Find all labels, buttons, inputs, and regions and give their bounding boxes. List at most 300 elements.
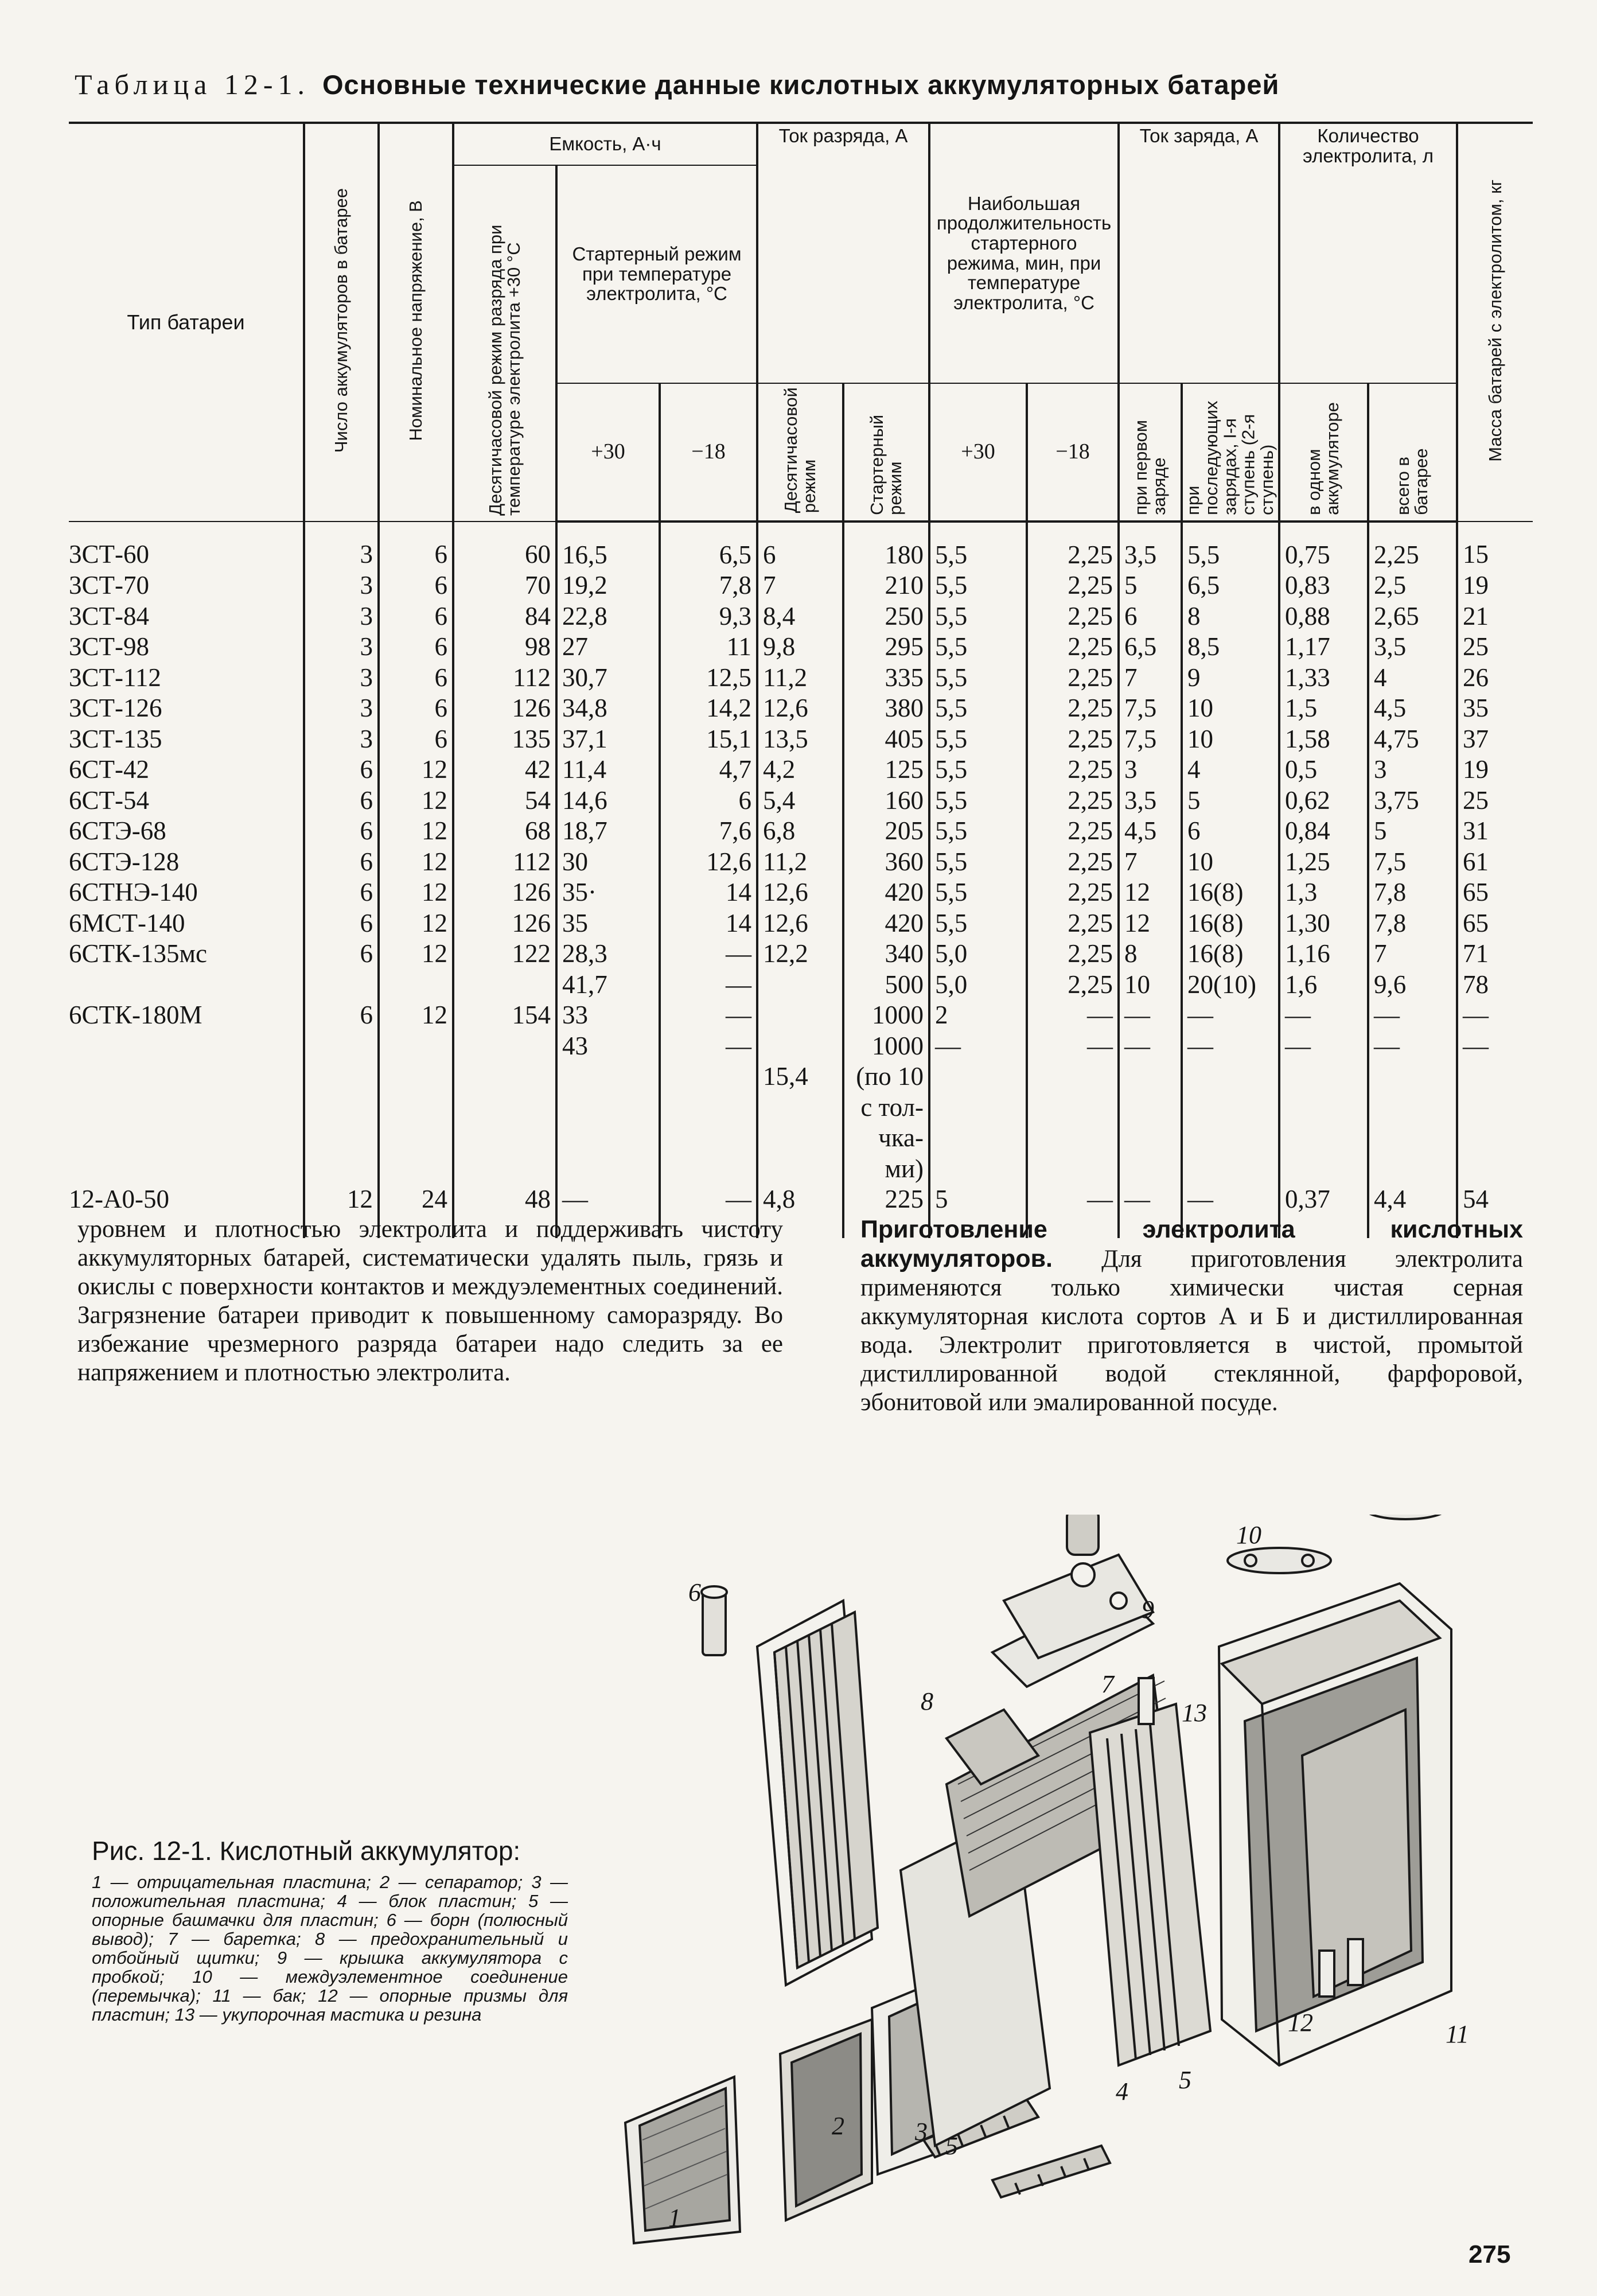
cell-line: 9,6 — [1374, 970, 1407, 999]
cell-chgNext: 6 — [1182, 816, 1279, 847]
header-chg-next: при последующих зарядах, I-я ступень (2-я ступень) — [1182, 383, 1279, 522]
header-type: Тип батареи — [69, 123, 304, 522]
cell-elOne: 0,75 — [1279, 522, 1368, 571]
separator-drawing — [780, 2019, 872, 2220]
header-cells: Число аккумуляторов в батарее — [304, 123, 379, 522]
cell-elTotal: 4,5 — [1368, 693, 1457, 724]
cell-dis10 — [757, 970, 843, 1185]
cell-line: — — [1187, 1001, 1214, 1030]
cell-durM18: 2,25 — [1027, 570, 1119, 601]
cell-elTotal: 2,65 — [1368, 601, 1457, 632]
cell-chgNext: 10 — [1182, 847, 1279, 878]
cell-capM18: — — [660, 939, 757, 970]
cell-line: — — [1124, 1001, 1151, 1030]
cell-dis10: 12,6 — [757, 877, 843, 908]
negative-plate-drawing — [625, 2077, 740, 2243]
cell-mass: 19 — [1457, 570, 1533, 601]
cell-durP30: 5,5 — [929, 877, 1027, 908]
header-el-total: всего в батарее — [1368, 383, 1457, 522]
cell-capM18: 7,8 — [660, 570, 757, 601]
cell-dis10: 7 — [757, 570, 843, 601]
cell-elTotal: 3,75 — [1368, 785, 1457, 816]
cell-mass: 25 — [1457, 785, 1533, 816]
header-cap-plus30: +30 — [556, 383, 660, 522]
cell-line: 5,0 — [935, 970, 968, 999]
cell-durM18: 2,25 — [1027, 663, 1119, 694]
cell-chgFirst: 12 — [1119, 908, 1182, 939]
body-text-right — [860, 1215, 1523, 1417]
cell-capP30: 11,4 — [556, 754, 660, 785]
cell-cells: 3 — [304, 632, 379, 663]
cell-volt: 12 — [379, 847, 453, 878]
header-cap-starter: Стартерный режим при температуре электролита, °C — [556, 165, 757, 383]
figure-caption — [92, 1836, 568, 2024]
cell-chgFirst: 5 — [1119, 570, 1182, 601]
cell-line: — — [1087, 1001, 1113, 1030]
cell-capP30: 35 — [556, 908, 660, 939]
cell-capM18: 7,6 — [660, 816, 757, 847]
cell-elOne: 0,62 — [1279, 785, 1368, 816]
cell-dis10: 11,2 — [757, 847, 843, 878]
cell-cap10: 60 — [453, 522, 556, 571]
section-heading-electrolyte: Приготовление электролита кислотных аккумуляторов. — [860, 1216, 1523, 1272]
label-4: 4 — [1116, 2077, 1128, 2106]
cell-capP30: — — [556, 1184, 660, 1238]
cell-elOne — [1279, 970, 1368, 1185]
cell-volt: 6 — [379, 601, 453, 632]
cell-elTotal: 2,5 — [1368, 570, 1457, 601]
cell-mass: 26 — [1457, 663, 1533, 694]
cell-cells: 6 — [304, 785, 379, 816]
table-row — [69, 877, 1533, 908]
cell-chgNext: 8,5 — [1182, 632, 1279, 663]
cell-chgFirst: — — [1119, 1184, 1182, 1238]
cell-elTotal: 4,75 — [1368, 724, 1457, 755]
cell-chgNext: 16(8) — [1182, 939, 1279, 970]
cell-disSt: 295 — [843, 632, 929, 663]
cell-chgFirst: 7,5 — [1119, 724, 1182, 755]
cell-cap10: 135 — [453, 724, 556, 755]
cell-capP30: 14,6 — [556, 785, 660, 816]
cell-capM18: 14 — [660, 877, 757, 908]
cell-cells: 3 — [304, 724, 379, 755]
cell-volt: 6 — [379, 693, 453, 724]
cell-type: 6СТ-42 — [69, 754, 304, 785]
label-2: 2 — [832, 2112, 844, 2140]
cell-line: 15,4 — [763, 1061, 808, 1091]
cell-disSt: 205 — [843, 816, 929, 847]
cell-cells: 6 — [304, 816, 379, 847]
label-9: 9 — [1142, 1595, 1154, 1624]
cell-elOne: 1,17 — [1279, 632, 1368, 663]
cell-chgNext: 8 — [1182, 601, 1279, 632]
table-title — [75, 68, 1543, 101]
cell-disSt: 250 — [843, 601, 929, 632]
cell-disSt: 225 — [843, 1184, 929, 1238]
table-row — [69, 785, 1533, 816]
cell-elTotal: 3 — [1368, 754, 1457, 785]
cell-elOne: 1,3 — [1279, 877, 1368, 908]
cell-capM18: 14,2 — [660, 693, 757, 724]
cell-capM18: 4,7 — [660, 754, 757, 785]
cell-line: — — [726, 1031, 752, 1060]
cell-chgFirst: 12 — [1119, 877, 1182, 908]
cell-elOne: 1,16 — [1279, 939, 1368, 970]
table-row — [69, 522, 1533, 571]
cell-capP30: 34,8 — [556, 693, 660, 724]
label-7: 7 — [1101, 1670, 1114, 1698]
cell-dis10: 12,2 — [757, 939, 843, 970]
table-title-name: Основные технические данные кислотных аккумуляторных батарей — [322, 69, 1280, 100]
cell-cap10: 70 — [453, 570, 556, 601]
cell-chgNext: 10 — [1182, 693, 1279, 724]
cell-durM18: 2,25 — [1027, 785, 1119, 816]
table-row — [69, 939, 1533, 970]
cell-durP30: 5,5 — [929, 754, 1027, 785]
cell-chgFirst: 7,5 — [1119, 693, 1182, 724]
cell-capP30: 28,3 — [556, 939, 660, 970]
cell-chgFirst: 8 — [1119, 939, 1182, 970]
cell-elOne: 0,83 — [1279, 570, 1368, 601]
cell-cap10: 98 — [453, 632, 556, 663]
cell-dis10: 4,2 — [757, 754, 843, 785]
cell-durP30: 5,5 — [929, 847, 1027, 878]
cell-durP30: 5,5 — [929, 908, 1027, 939]
cell-cap10: 122 — [453, 939, 556, 970]
table-row — [69, 632, 1533, 663]
cell-line: 6 — [360, 1000, 373, 1029]
cell-mass: 54 — [1457, 1184, 1533, 1238]
cell-mass: 31 — [1457, 816, 1533, 847]
cell-durP30: 5 — [929, 1184, 1027, 1238]
cell-type: 6СТНЭ-140 — [69, 877, 304, 908]
cell-cap10: 54 — [453, 785, 556, 816]
cell-line: 10 — [1124, 970, 1151, 999]
cell-elTotal: 7,5 — [1368, 847, 1457, 878]
cell-cells: 3 — [304, 663, 379, 694]
cell-cells: 3 — [304, 570, 379, 601]
cell-type: 3СТ-84 — [69, 601, 304, 632]
cell-disSt: 405 — [843, 724, 929, 755]
cell-cells: 3 — [304, 693, 379, 724]
cell-cap10: 112 — [453, 663, 556, 694]
cell-chgNext: 4 — [1182, 754, 1279, 785]
cell-line: — — [1463, 1031, 1489, 1060]
cell-type: 6СТЭ-68 — [69, 816, 304, 847]
cell-capM18: 6,5 — [660, 522, 757, 571]
cell-dis10: 6 — [757, 522, 843, 571]
cell-dis10: 12,6 — [757, 693, 843, 724]
cell-dis10: 4,8 — [757, 1184, 843, 1238]
cell-durM18: 2,25 — [1027, 522, 1119, 571]
cell-type: 3СТ-126 — [69, 693, 304, 724]
table-row — [69, 663, 1533, 694]
cell-durP30: 5,5 — [929, 663, 1027, 694]
cell-line: — — [1187, 1031, 1214, 1060]
cell-line: — — [1087, 1031, 1113, 1060]
cell-mass: 37 — [1457, 724, 1533, 755]
terminal-post-drawing — [702, 1586, 727, 1655]
label-6: 6 — [688, 1578, 701, 1606]
cell-disSt: 340 — [843, 939, 929, 970]
cell-type: 3СТ-112 — [69, 663, 304, 694]
cell-dis10: 8,4 — [757, 601, 843, 632]
cell-line: 12 — [422, 1000, 447, 1029]
cell-disSt: 125 — [843, 754, 929, 785]
cell-capM18: 12,6 — [660, 847, 757, 878]
cell-elOne: 0,84 — [1279, 816, 1368, 847]
cell-durM18: 2,25 — [1027, 724, 1119, 755]
cell-line: 154 — [512, 1000, 551, 1029]
cell-cells: 6 — [304, 877, 379, 908]
cell-volt: 6 — [379, 663, 453, 694]
cell-volt: 12 — [379, 785, 453, 816]
cell-dis10: 9,8 — [757, 632, 843, 663]
cell-line: — — [726, 1001, 752, 1030]
cell-cells: 6 — [304, 754, 379, 785]
cell-elTotal: 5 — [1368, 816, 1457, 847]
cell-dis10: 5,4 — [757, 785, 843, 816]
cell-line: 6СТК-180М — [69, 1000, 202, 1029]
table-body — [69, 522, 1533, 1238]
cell-volt: 12 — [379, 908, 453, 939]
cell-durP30: 5,5 — [929, 785, 1027, 816]
cell-chgNext: 16(8) — [1182, 908, 1279, 939]
cell-volt: 12 — [379, 816, 453, 847]
cell-type: 3СТ-98 — [69, 632, 304, 663]
cell-line: — — [1374, 1001, 1400, 1030]
label-13: 13 — [1182, 1699, 1207, 1727]
cell-durM18: 2,25 — [1027, 847, 1119, 878]
cell-elTotal: 4,4 — [1368, 1184, 1457, 1238]
cell-elOne: 1,33 — [1279, 663, 1368, 694]
cell-capM18 — [660, 970, 757, 1185]
label-5a: 5 — [945, 2132, 958, 2160]
cell-cells: 3 — [304, 522, 379, 571]
table-row — [69, 570, 1533, 601]
cell-chgFirst: 7 — [1119, 847, 1182, 878]
label-11: 11 — [1446, 2020, 1469, 2048]
cell-volt: 6 — [379, 522, 453, 571]
cell-mass: 15 — [1457, 522, 1533, 571]
cell-durM18: 2,25 — [1027, 908, 1119, 939]
cell-cells: 3 — [304, 601, 379, 632]
cell-capP30: 19,2 — [556, 570, 660, 601]
label-8: 8 — [921, 1687, 933, 1715]
header-dur-minus18: −18 — [1027, 383, 1119, 522]
cell-type: 6МСТ-140 — [69, 908, 304, 939]
cell-chgFirst: 3,5 — [1119, 785, 1182, 816]
cell-elTotal: 7,8 — [1368, 908, 1457, 939]
cell-dis10: 13,5 — [757, 724, 843, 755]
cell-elTotal: 7,8 — [1368, 877, 1457, 908]
cell-disSt: 160 — [843, 785, 929, 816]
cell-line: — — [1374, 1031, 1400, 1060]
cell-cap10: 126 — [453, 693, 556, 724]
table-row — [69, 908, 1533, 939]
cell-elOne: 1,5 — [1279, 693, 1368, 724]
cell-line: 43 — [562, 1031, 588, 1060]
cell-elOne: 0,5 — [1279, 754, 1368, 785]
cell-line: с тол- — [860, 1092, 924, 1122]
cell-capP30: 37,1 — [556, 724, 660, 755]
cell-durP30: 5,5 — [929, 693, 1027, 724]
cell-cap10: 112 — [453, 847, 556, 878]
cell-cap10 — [453, 970, 556, 1185]
cell-capM18: 12,5 — [660, 663, 757, 694]
cell-volt: 12 — [379, 754, 453, 785]
cell-dis10: 6,8 — [757, 816, 843, 847]
cell-line: 1000 — [872, 1001, 924, 1030]
cell-elOne: 0,88 — [1279, 601, 1368, 632]
cell-disSt: 360 — [843, 847, 929, 878]
label-10: 10 — [1236, 1521, 1261, 1549]
cell-mass: 71 — [1457, 939, 1533, 970]
cell-elOne: 0,37 — [1279, 1184, 1368, 1238]
label-5b: 5 — [1179, 2066, 1191, 2094]
cell-cells: 6 — [304, 939, 379, 970]
cell-capM18: 6 — [660, 785, 757, 816]
table-row — [69, 816, 1533, 847]
battery-exploded-figure — [602, 1515, 1549, 2249]
cell-capM18: — — [660, 1184, 757, 1238]
header-chg-first: при первом заряде — [1119, 383, 1182, 522]
cell-cells: 6 — [304, 847, 379, 878]
table-row — [69, 693, 1533, 724]
cell-chgNext: 5 — [1182, 785, 1279, 816]
cell-mass — [1457, 970, 1533, 1185]
cell-mass: 65 — [1457, 908, 1533, 939]
cell-volt: 6 — [379, 632, 453, 663]
cell-durM18: 2,25 — [1027, 601, 1119, 632]
cell-line: — — [1285, 1031, 1311, 1060]
cell-line: чка- — [878, 1123, 924, 1153]
header-voltage: Номинальное напряжение, В — [379, 123, 453, 522]
cell-elTotal: 4 — [1368, 663, 1457, 694]
cell-capP30: 16,5 — [556, 522, 660, 571]
cell-chgFirst: 3,5 — [1119, 522, 1182, 571]
header-discharge: Ток разряда, А — [757, 123, 929, 383]
cell-chgNext: — — [1182, 1184, 1279, 1238]
cell-mass: 35 — [1457, 693, 1533, 724]
cell-dis10: 11,2 — [757, 663, 843, 694]
cell-elTotal: 7 — [1368, 939, 1457, 970]
cell-volt: 6 — [379, 724, 453, 755]
table-row — [69, 754, 1533, 785]
cell-chgFirst: 6 — [1119, 601, 1182, 632]
cell-type: 12-А0-50 — [69, 1184, 304, 1238]
header-dis-10h: Десятичасовой режим — [757, 383, 843, 522]
cell-durM18: 2,25 — [1027, 816, 1119, 847]
cell-chgNext: 10 — [1182, 724, 1279, 755]
cell-capP30: 30,7 — [556, 663, 660, 694]
cell-chgNext — [1182, 970, 1279, 1185]
cell-line: 500 — [885, 970, 924, 999]
cell-type: 3СТ-60 — [69, 522, 304, 571]
table-row-6stk-180m — [69, 970, 1533, 1185]
cell-chgFirst: 7 — [1119, 663, 1182, 694]
cell-line: 78 — [1463, 970, 1489, 999]
cell-line: 2,25 — [1068, 970, 1113, 999]
label-12: 12 — [1288, 2009, 1313, 2037]
baretka-block-drawing — [1090, 1678, 1210, 2065]
cell-mass: 25 — [1457, 632, 1533, 663]
header-electrolyte: Количество электролита, л — [1279, 123, 1457, 383]
cell-chgFirst — [1119, 970, 1182, 1185]
cell-disSt: 210 — [843, 570, 929, 601]
cell-line: — — [1124, 1031, 1151, 1060]
table-row — [69, 601, 1533, 632]
cell-mass: 61 — [1457, 847, 1533, 878]
cell-capM18: 14 — [660, 908, 757, 939]
cell-type: 3СТ-135 — [69, 724, 304, 755]
label-1: 1 — [668, 2204, 681, 2232]
cell-capP30: 27 — [556, 632, 660, 663]
cell-durM18: 2,25 — [1027, 939, 1119, 970]
cell-elTotal — [1368, 970, 1457, 1185]
body-text-left: уровнем и плотностью электролита и поддерживать чистоту аккумуляторных батарей, систематически удалять пыль, грязь и окислы с поверхности контактов и междуэлементных соединений. Загрязнение батареи приводит к повышенному саморазряду. Во избежание чрезмерного разряда батареи надо следить за ее напряжением и плотностью электролита. — [77, 1216, 783, 1386]
cell-durP30: 5,5 — [929, 724, 1027, 755]
figure-caption-legend: 1 — отрицательная пластина; 2 — сепаратор; 3 — положительная пластина; 4 — блок пластин; 5 — опорные башмачки для пластин; 6 — борн (полюсный вывод); 7 — баретка; 8 — предохранительный и отбойный щитки; 9 — крышка аккумулятора с пробкой; 10 — междуэлементное соединение (перемычка); 11 — бак; 12 — опорные призмы для пластин; 13 — укупорочная мастика и резина — [92, 1872, 568, 2025]
cell-durP30 — [929, 970, 1027, 1185]
cell-line: 1000 — [872, 1031, 924, 1060]
cell-volt: 12 — [379, 877, 453, 908]
table-title-prefix: Таблица 12-1. — [75, 68, 310, 100]
cell-durP30: 5,0 — [929, 939, 1027, 970]
cell-line: 20(10) — [1187, 970, 1256, 999]
cell-cells — [304, 970, 379, 1185]
cell-chgFirst: 3 — [1119, 754, 1182, 785]
cell-durM18: 2,25 — [1027, 632, 1119, 663]
cell-cap10: 42 — [453, 754, 556, 785]
cell-chgNext: 5,5 — [1182, 522, 1279, 571]
cell-type: 6СТ-54 — [69, 785, 304, 816]
section-body-electrolyte: Для приготовления электролита применяются только химически чистая серная аккумуляторная кислота сортов А и Б и дистиллированная вода. Электролит приготовляется в чистой, промытой дистиллированной водой стеклянной, фарфоровой, эбонитовой или эмалированной посуде. — [860, 1246, 1523, 1416]
cell-cap10: 126 — [453, 908, 556, 939]
cell-chgNext: 16(8) — [1182, 877, 1279, 908]
cell-durM18: 2,25 — [1027, 877, 1119, 908]
cell-elOne: 1,58 — [1279, 724, 1368, 755]
cell-capM18: 11 — [660, 632, 757, 663]
cell-capM18: 9,3 — [660, 601, 757, 632]
cell-disSt: 420 — [843, 877, 929, 908]
cell-line: ми) — [885, 1154, 924, 1183]
cell-elTotal: 3,5 — [1368, 632, 1457, 663]
header-dur-plus30: +30 — [929, 383, 1027, 522]
cell-elOne: 1,30 — [1279, 908, 1368, 939]
cell-durM18: 2,25 — [1027, 754, 1119, 785]
cell-durM18 — [1027, 970, 1119, 1185]
cell-capP30: 35· — [556, 877, 660, 908]
cell-type — [69, 970, 304, 1185]
cell-chgNext: 9 — [1182, 663, 1279, 694]
cell-capP30: 30 — [556, 847, 660, 878]
cell-type: 6СТЭ-128 — [69, 847, 304, 878]
cell-line: 33 — [562, 1001, 588, 1030]
cell-line: 1,6 — [1285, 970, 1318, 999]
header-charge: Ток заряда, А — [1119, 123, 1279, 383]
cell-cells: 6 — [304, 908, 379, 939]
cell-type: 3СТ-70 — [69, 570, 304, 601]
cell-durP30: 5,5 — [929, 522, 1027, 571]
cell-line: — — [726, 970, 752, 999]
table-row — [69, 724, 1533, 755]
cell-cover-drawing — [1004, 1515, 1153, 1658]
cell-cap10: 126 — [453, 877, 556, 908]
cell-line: — — [1285, 1001, 1311, 1030]
cell-cap10: 48 — [453, 1184, 556, 1238]
cell-cap10: 68 — [453, 816, 556, 847]
